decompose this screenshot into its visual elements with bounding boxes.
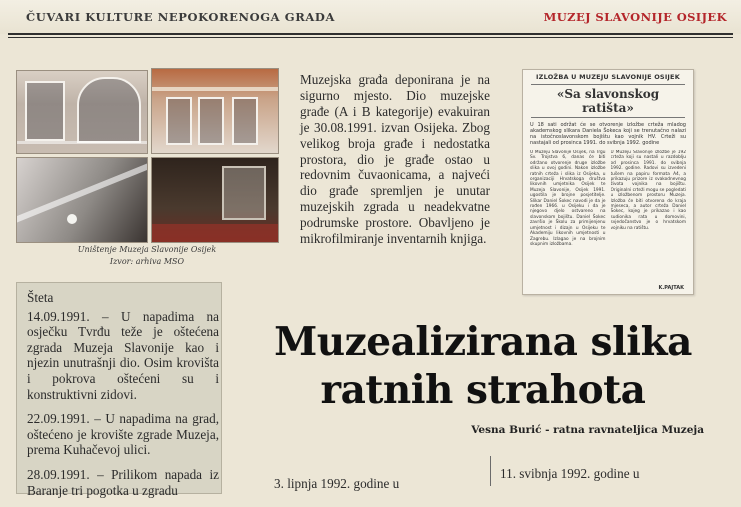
header-rule	[8, 33, 733, 35]
article-column-start: 3. lipnja 1992. godine u	[274, 476, 400, 491]
newspaper-clipping	[522, 69, 694, 295]
article-column-start: 11. svibnja 1992. godine u	[500, 466, 640, 481]
page-header	[0, 0, 741, 34]
sidebar-label: Šteta	[27, 290, 54, 305]
intro-paragraph: Muzejska građa deponirana je na sigurno mjesto. Dio muzejske građe (A i B kategorije) evakuiran je 30.08.1991. izvan Osijeka. Zbog velikog broja građe i nedostatka prostora, dio je građe ostao u redovnim čuvaonicama, a najveći dio građe spremljen je unutar muzejskih zgrada u neadekvatne podrumske prostore. Obavljeno je mikrofilmiranje inventarnih knjiga.	[300, 72, 490, 247]
clipping-supertitle: IZLOŽBA U MUZEJU SLAVONIJE OSIJEK	[536, 73, 680, 81]
sidebar-entry: 28.09.1991. – Prilikom napada iz Baranje tri pogotka u zgradu	[27, 466, 219, 498]
sidebar-entry: 22.09.1991. – U napadima na grad, oštećeno je krovište zgrade Muzeja, prema Kuhačevoj ulici.	[27, 411, 219, 458]
clipping-columns	[530, 150, 686, 300]
clipping-column: U Muzeju Slavonije izložbe je 192 crteža koji su nastali u razdoblju od prosinca 1991. do svibnja 1992. godine. Radovi su izvedeni tušem na papiru formata A4, a prikazuju prizore iz svakodnevnog života vojnika na bojištu. Originalni crteži mogu se pogledati u izložbenom prostoru Muzeja. Izložba će biti otvorena do kraja mjeseca, a autor crteža Daniel Šokec, kojeg je prikazao i kao sudionika rata u domovini, svjedočanstvo je o hrvatskom vojniku na ratištu.	[610, 150, 686, 231]
sidebar-entry: 14.09.1991. – U napadima na osječku Tvrđu teže je oštećena zgrada Muzeja Slavonije kao i njezin unutrašnji dio. Osim krovišta i pokrova oštećeni su i konstruktivni zidovi.	[27, 308, 219, 402]
photo-collapsed-ceiling	[16, 157, 148, 243]
publication-title: MUZEJ SLAVONIJE OSIJEK	[543, 10, 727, 24]
photo-damaged-window-interior	[16, 70, 148, 154]
header-rule-thin	[8, 37, 733, 38]
article-byline: Vesna Burić - ratna ravnateljica Muzeja	[471, 424, 704, 436]
clipping-column: U Muzeju Slavonije Osijek, na Trgu Sv. Trojstva 6, danas će biti održano otvorenje druge izložbe slika u ovoj godini. Nakon izložbe ratnih crteža i slika iz Osijeka, u organizaciji Hrvatskoga društva likovnih umjetnika Osijek te Muzeja Slavonije, Osijek 1991. ugostila je brojne posjetitelje. Slikar Daniel Šokec navodi je da je rođen 1966. u Osijeku i da je njegovo djelo ostvareno na slavonskom bojištu. Daniel Šokec završio je Školu za primijenjenu umjetnost i dizajn u Osijeku te Akademiju likovnih umjetnosti u Zagrebu. Izlagao je na brojnim skupnim izložbama.	[530, 150, 606, 247]
photo-damaged-gallery-corridor	[151, 68, 279, 154]
clipping-lead: U 18 sati održat će se otvorenje izložbe crteža mladog akademskog slikara Daniela Šokeca koji se trenutačno nalazi na istočnoslavonskom bojištu kao vojnik HV. Crteži su nastajali od prosinca 1991. do svibnja 1992. godine	[530, 122, 686, 146]
clipping-signature: K.PAJTAK	[658, 285, 684, 291]
headline-line: ratnih strahota	[320, 367, 646, 413]
clipping-title: «Sa slavonskog ratišta»	[531, 84, 685, 118]
headline-line: Muzealizirana slika	[274, 319, 692, 365]
column-divider	[490, 456, 491, 486]
article-headline	[240, 318, 726, 414]
photo-caption: Uništenje Muzeja Slavonije Osijek	[77, 245, 217, 254]
photo-storage-room-debris	[151, 157, 279, 243]
damage-sidebar	[16, 282, 222, 498]
photo-source: Izvor: arhiva MSO	[109, 257, 185, 266]
section-title: ČUVARI KULTURE NEPOKORENOGA GRADA	[26, 10, 335, 24]
